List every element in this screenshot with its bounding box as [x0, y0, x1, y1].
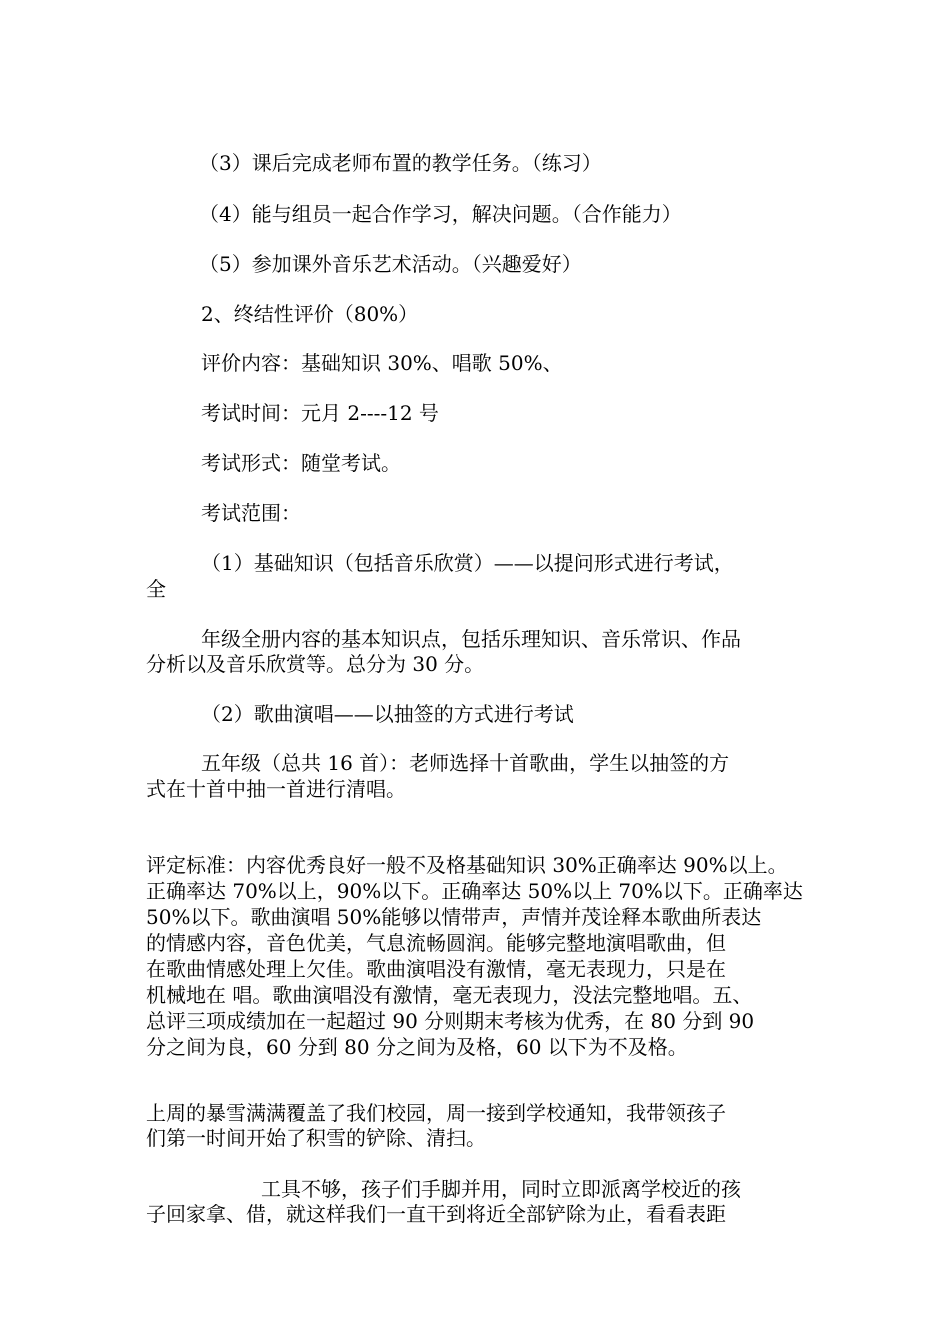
exam-time: 考试时间：元月 2----12 号: [201, 401, 439, 425]
tools-paragraph-line1: 工具不够，孩子们手脚并用，同时立即派离学校近的孩: [261, 1177, 741, 1201]
item-5: （5）参加课外音乐艺术活动。（兴趣爱好）: [199, 252, 582, 276]
criteria-line: 评定标准：内容优秀良好一般不及格基础知识 30%正确率达 90%以上。: [146, 853, 788, 877]
exam-scope: 考试范围：: [201, 501, 301, 525]
eval-content: 评价内容：基础知识 30%、唱歌 50%、: [201, 351, 563, 375]
fifth-grade-line1: 五年级（总共 16 首）：老师选择十首歌曲，学生以抽签的方: [201, 751, 730, 775]
criteria-line: 50%以下。歌曲演唱 50%能够以情带声，声情并茂诠释本歌曲所表达: [146, 905, 762, 929]
fifth-grade-line2: 式在十首中抽一首进行清唱。: [146, 777, 406, 801]
criteria-paragraph: [146, 852, 803, 1060]
scope2: （2）歌曲演唱——以抽签的方式进行考试: [201, 702, 574, 726]
criteria-line: 总评三项成绩加在一起超过 90 分则期末考核为优秀，在 80 分到 90: [146, 1009, 755, 1033]
grade-paragraph-line2: 分析以及音乐欣赏等。总分为 30 分。: [146, 652, 485, 676]
summative-heading: 2、终结性评价（80%）: [201, 302, 419, 326]
grade-paragraph-line1: 年级全册内容的基本知识点，包括乐理知识、音乐常识、作品: [201, 627, 741, 651]
criteria-line: 分之间为良，60 分到 80 分之间为及格，60 以下为不及格。: [146, 1035, 688, 1059]
item-3: （3）课后完成老师布置的教学任务。（练习）: [199, 151, 602, 175]
exam-form: 考试形式：随堂考试。: [201, 451, 401, 475]
scope1-line2: 全: [146, 577, 166, 601]
criteria-line: 在歌曲情感处理上欠佳。歌曲演唱没有激情，毫无表现力，只是在: [146, 957, 726, 981]
scope1-line1: （1）基础知识（包括音乐欣赏）——以提问形式进行考试，: [201, 551, 734, 575]
item-4: （4）能与组员一起合作学习，解决问题。（合作能力）: [199, 202, 682, 226]
snow-paragraph-line1: 上周的暴雪满满覆盖了我们校园，周一接到学校通知，我带领孩子: [146, 1101, 726, 1125]
criteria-line: 正确率达 70%以上，90%以下。正确率达 50%以上 70%以下。正确率达: [146, 879, 803, 903]
tools-paragraph-line2: 子回家拿、借，就这样我们一直干到将近全部铲除为止，看看表距: [146, 1202, 726, 1226]
snow-paragraph-line2: 们第一时间开始了积雪的铲除、清扫。: [146, 1126, 486, 1150]
criteria-line: 机械地在 唱。歌曲演唱没有激情，毫无表现力，没法完整地唱。五、: [146, 983, 753, 1007]
criteria-line: 的情感内容，音色优美，气息流畅圆润。能够完整地演唱歌曲，但: [146, 931, 726, 955]
